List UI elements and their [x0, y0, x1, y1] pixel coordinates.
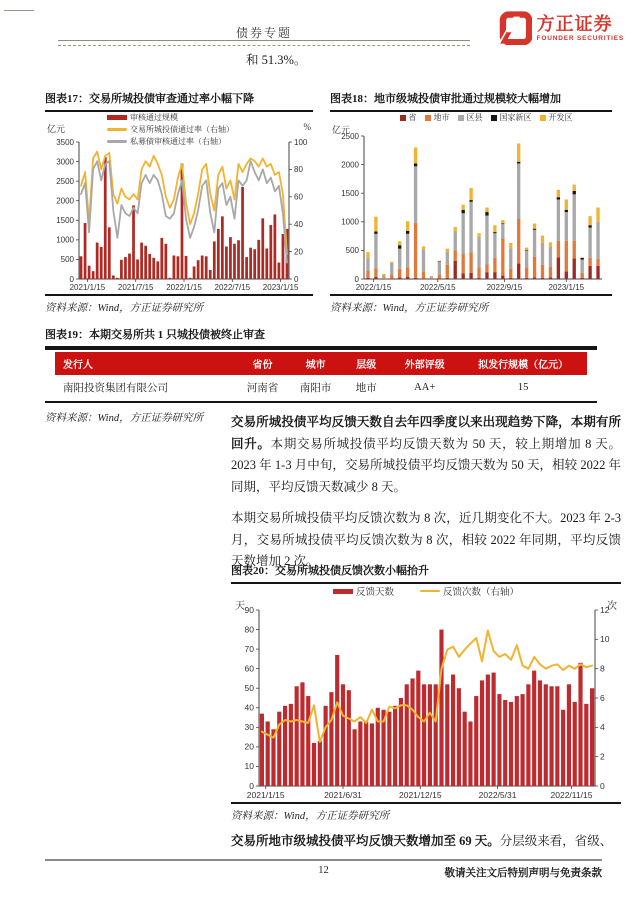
legend-line-swatch — [107, 140, 127, 143]
page-number: 12 — [318, 865, 329, 876]
logo-mark-icon — [498, 11, 532, 45]
legend-label: 省 — [408, 113, 417, 122]
table-cell: 地市 — [355, 383, 377, 394]
legend-item — [458, 112, 483, 123]
svg-text:2021/1/15: 2021/1/15 — [246, 790, 285, 800]
svg-text:2: 2 — [600, 751, 605, 762]
svg-text:3000: 3000 — [56, 157, 74, 167]
svg-text:2022/7/15: 2022/7/15 — [214, 283, 251, 292]
closing-lead-bold: 交易所地市级城投债平均反馈天数增加至 69 天。 — [231, 834, 500, 848]
svg-text:40: 40 — [244, 702, 254, 713]
legend-item — [333, 584, 394, 598]
svg-text:80: 80 — [294, 165, 303, 175]
svg-text:1500: 1500 — [56, 216, 74, 226]
legend-item — [107, 124, 234, 135]
figure-20-chart-svg — [231, 600, 619, 800]
paragraph-lead-bold: 交易所城投债平均反馈天数自去年四季度以来出现趋势下降，本期有所回升。 — [231, 415, 621, 451]
left-axis-unit: 亿元 — [332, 125, 351, 135]
figure-17-chart-svg — [45, 134, 313, 292]
figure-17-legend — [107, 112, 234, 147]
carryover-text: 和 51.3%。 — [246, 53, 307, 67]
legend-bar-swatch — [491, 115, 497, 121]
svg-text:2021/12/15: 2021/12/15 — [399, 790, 442, 800]
figure-18-title: 图表18：地市级城投债审批通过规模较大幅增加 — [330, 90, 612, 112]
svg-text:60: 60 — [294, 192, 303, 202]
legend-bar-swatch — [400, 115, 406, 121]
table-header-cell: 拟发行规模（亿元） — [459, 352, 587, 375]
svg-text:2021/7/15: 2021/7/15 — [117, 283, 154, 292]
legend-label: 反馈天数 — [355, 588, 394, 598]
page-edge-mark — [4, 10, 34, 11]
logo-text-en: FOUNDER SECURITIES — [536, 34, 624, 42]
figure-18-source: 资料来源：Wind，方正证券研究所 — [330, 294, 612, 315]
svg-text:10: 10 — [244, 761, 254, 772]
table-header-row — [55, 352, 587, 375]
svg-text:90: 90 — [244, 604, 254, 615]
legend-item — [107, 112, 234, 123]
legend-label: 地市 — [433, 113, 450, 122]
right-axis-unit: % — [303, 122, 311, 132]
legend-item — [107, 136, 234, 147]
legend-label: 国家新区 — [499, 113, 532, 122]
svg-text:20: 20 — [244, 741, 254, 752]
figure-17-title: 图表17：交易所城投债审查通过率小幅下降 — [45, 90, 313, 112]
svg-text:0: 0 — [600, 780, 605, 791]
figure-19 — [45, 326, 597, 425]
legend-line-swatch — [420, 590, 440, 593]
svg-text:2500: 2500 — [341, 131, 359, 141]
legend-bar-swatch — [540, 115, 546, 121]
legend-label: 开发区 — [548, 113, 573, 122]
svg-text:2021/6/31: 2021/6/31 — [324, 790, 362, 800]
table-header-cell: 层级 — [342, 352, 390, 375]
legend-label: 反馈次数（右轴） — [443, 588, 520, 598]
svg-text:500: 500 — [345, 246, 359, 256]
svg-text:100: 100 — [294, 137, 308, 147]
svg-text:2023/1/15: 2023/1/15 — [262, 283, 299, 292]
svg-text:2022/9/15: 2022/9/15 — [486, 283, 523, 292]
legend-bar-swatch — [333, 589, 353, 594]
figure-18-chart-svg — [330, 126, 612, 292]
figure-19-title: 图表19：本期交易所共 1 只城投债被终止审查 — [45, 326, 597, 348]
table-cell: 南阳市 — [299, 383, 332, 394]
figure-18-legend — [330, 112, 612, 123]
page-footer — [45, 859, 602, 883]
terminated-bond-table — [55, 352, 587, 400]
figure-20-legend — [231, 584, 621, 598]
svg-text:2500: 2500 — [56, 176, 74, 186]
legend-label: 审核通过规模 — [130, 113, 178, 122]
svg-text:0: 0 — [354, 274, 359, 284]
figure-17-chart — [45, 112, 313, 294]
svg-text:12: 12 — [600, 604, 610, 615]
svg-text:4: 4 — [600, 722, 605, 733]
figure-17-source: 资料来源：Wind，方正证券研究所 — [45, 294, 313, 315]
table-header-cell: 外部评级 — [390, 352, 459, 375]
legend-bar-swatch — [107, 115, 127, 120]
svg-text:2021/1/15: 2021/1/15 — [69, 283, 106, 292]
legend-item — [540, 112, 573, 123]
legend-item — [425, 112, 450, 123]
svg-text:2000: 2000 — [341, 160, 359, 170]
left-axis-unit: 亿元 — [47, 124, 66, 134]
svg-text:50: 50 — [244, 683, 254, 694]
svg-text:80: 80 — [244, 624, 254, 635]
table-cell: 南阳投资集团有限公司 — [63, 383, 168, 394]
svg-text:70: 70 — [244, 643, 254, 654]
figure-17 — [45, 90, 313, 315]
svg-text:2023/1/15: 2023/1/15 — [548, 283, 585, 292]
svg-text:500: 500 — [60, 255, 74, 265]
svg-text:2022/1/15: 2022/1/15 — [166, 283, 202, 292]
svg-text:8: 8 — [600, 663, 605, 674]
header-rule — [58, 40, 470, 41]
svg-text:2022/1/15: 2022/1/15 — [355, 283, 392, 292]
paragraph-body: 本期交易所城投债平均反馈天数为 50 天，较上期增加 8 天。2023 年 1-3 月中旬，交易所城投债平均反馈天数为 50 天，相较 2022 年同期，平均反馈天数减少 8 天。 — [231, 436, 621, 494]
svg-text:30: 30 — [244, 722, 254, 733]
svg-text:0: 0 — [69, 274, 74, 284]
table-header-cell: 省份 — [236, 352, 289, 375]
legend-bar-swatch — [425, 115, 431, 121]
figure-18 — [330, 90, 612, 315]
svg-text:2022/5/15: 2022/5/15 — [419, 283, 456, 292]
legend-line-swatch — [107, 128, 127, 131]
figure-19-source: 资料来源：Wind，方正证券研究所 — [45, 413, 204, 424]
svg-text:3500: 3500 — [56, 137, 74, 147]
svg-text:2022/5/31: 2022/5/31 — [478, 790, 517, 800]
figure-20-source: 资料来源：Wind，方正证券研究所 — [231, 802, 621, 823]
founder-securities-logo — [498, 11, 624, 45]
closing-body: 分层级来看，省级、 — [499, 834, 613, 848]
svg-text:1500: 1500 — [341, 189, 359, 198]
legend-bar-swatch — [458, 115, 464, 121]
table-header-cell: 发行人 — [55, 352, 236, 375]
header-rule-dashed — [58, 45, 470, 46]
legend-label: 交易所城投债通过率（右轴） — [130, 125, 234, 134]
legend-item — [491, 112, 532, 123]
paragraph-feedback-count: 本期交易所城投债平均反馈次数为 8 次，近几期变化不大。2023 年 2-3 月，交易所城投债平均反馈次数为 8 次，相较 2022 年同期，平均反馈天数增加 2 次。 — [231, 511, 621, 568]
table-header-cell: 城市 — [289, 352, 342, 375]
svg-text:2000: 2000 — [56, 196, 74, 206]
closing-paragraph — [231, 831, 621, 853]
svg-text:0: 0 — [249, 780, 254, 791]
right-axis-unit: 次 — [607, 601, 617, 612]
svg-text:6: 6 — [600, 692, 605, 703]
table-row — [55, 375, 587, 400]
svg-text:0: 0 — [294, 274, 299, 284]
svg-text:1000: 1000 — [341, 217, 359, 227]
legend-label: 区县 — [466, 113, 483, 122]
figure-20-chart — [231, 584, 621, 802]
legend-item — [420, 584, 519, 598]
legend-item — [400, 112, 417, 123]
header-section-title: 债券专题 — [235, 26, 292, 40]
footer-disclaimer: 敬请关注文后特别声明与免责条款 — [444, 867, 602, 879]
svg-text:60: 60 — [244, 663, 254, 674]
figure-20-title: 图表20：交易所城投债反馈次数小幅抬升 — [231, 562, 621, 584]
table-cell: AA+ — [414, 382, 436, 393]
svg-text:10: 10 — [600, 634, 610, 645]
logo-text-cn: 方正证券 — [536, 13, 613, 34]
svg-text:1000: 1000 — [56, 235, 74, 245]
table-cell: 15 — [517, 382, 529, 393]
svg-text:2022/11/15: 2022/11/15 — [550, 790, 593, 800]
table-cell: 河南省 — [246, 383, 279, 394]
paragraph-feedback-days — [231, 412, 621, 498]
svg-text:40: 40 — [294, 220, 303, 229]
figure-18-chart — [330, 112, 612, 294]
figure-20 — [231, 562, 621, 823]
left-axis-unit: 天 — [235, 601, 245, 612]
legend-label: 私募债审核通过率（右轴） — [130, 137, 226, 146]
svg-text:20: 20 — [294, 247, 303, 257]
